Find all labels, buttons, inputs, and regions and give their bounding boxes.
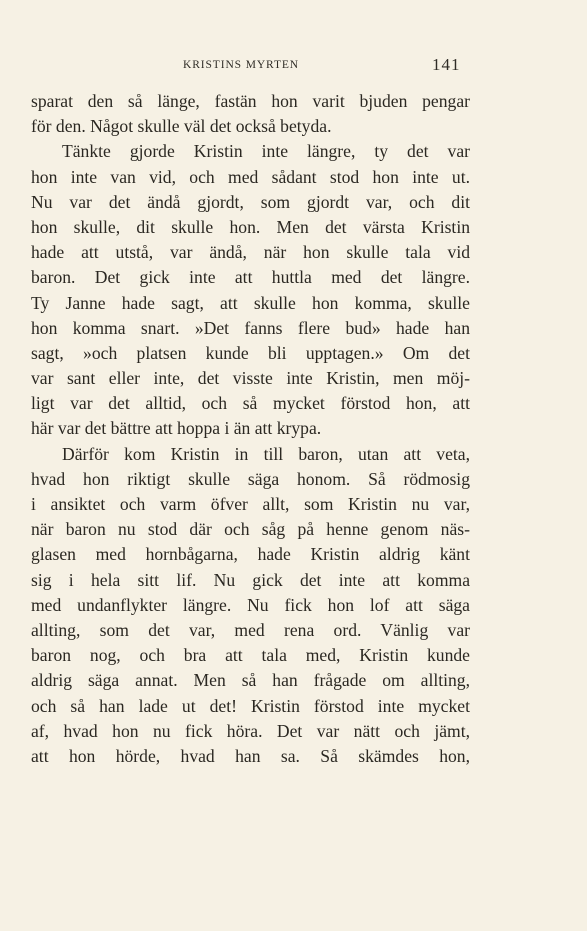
- page-number: 141: [432, 55, 461, 74]
- text-line: sig i hela sitt lif. Nu gick det inte att komma: [31, 569, 470, 590]
- text-line: baron nog, och bra att tala med, Kristin kunde: [31, 645, 470, 666]
- text-line: för den. Något skulle väl det också betyda.: [31, 116, 332, 137]
- text-line: hade att utstå, var ändå, när hon skulle tala vid: [31, 242, 470, 263]
- text-line: och så han lade ut det! Kristin förstod inte mycket: [31, 695, 470, 716]
- text-line: baron. Det gick inte att huttla med det längre.: [31, 267, 470, 288]
- body-text: [31, 89, 470, 769]
- text-line: Tänkte gjorde Kristin inte längre, ty det var: [62, 141, 470, 162]
- text-line: ligt var det alltid, och så mycket förstod hon, att: [31, 393, 470, 414]
- text-line: glasen med hornbågarna, hade Kristin aldrig känt: [31, 544, 470, 565]
- text-line: med undanflykter längre. Nu fick hon lof att säga: [31, 594, 470, 615]
- text-line: sparat den så länge, fastän hon varit bjuden pengar: [31, 91, 470, 111]
- text-line: hvad hon riktigt skulle säga honom. Så rödmosig: [31, 468, 470, 489]
- text-line: hon komma snart. »Det fanns flere bud» hade han: [31, 317, 470, 338]
- text-line: sagt, »och platsen kunde bli upptagen.» Om det: [31, 342, 470, 363]
- text-line: här var det bättre att hoppa i än att krypa.: [31, 418, 322, 439]
- text-line: Ty Janne hade sagt, att skulle hon komma, skulle: [31, 292, 470, 313]
- running-title: KRISTINS MYRTEN: [183, 59, 299, 71]
- text-line: i ansiktet och varm öfver allt, som Kristin nu var,: [31, 494, 470, 514]
- text-line: hon inte van vid, och med sådant stod hon inte ut.: [31, 166, 470, 187]
- text-line: var sant eller inte, det visste inte Kristin, men möj-: [31, 368, 470, 389]
- text-line: aldrig säga annat. Men så han frågade om allting,: [31, 670, 470, 691]
- text-line: Därför kom Kristin in till baron, utan att veta,: [62, 443, 470, 464]
- text-line: Nu var det ändå gjordt, som gjordt var, och dit: [31, 191, 470, 212]
- running-head: [0, 55, 587, 79]
- text-line: när baron nu stod där och såg på henne genom näs-: [31, 519, 470, 540]
- text-line: hon skulle, dit skulle hon. Men det värsta Kristin: [31, 216, 470, 237]
- text-line: allting, som det var, med rena ord. Vänlig var: [31, 619, 470, 640]
- text-line: af, hvad hon nu fick höra. Det var nätt och jämt,: [31, 720, 470, 741]
- text-line: att hon hörde, hvad han sa. Så skämdes hon,: [31, 745, 470, 766]
